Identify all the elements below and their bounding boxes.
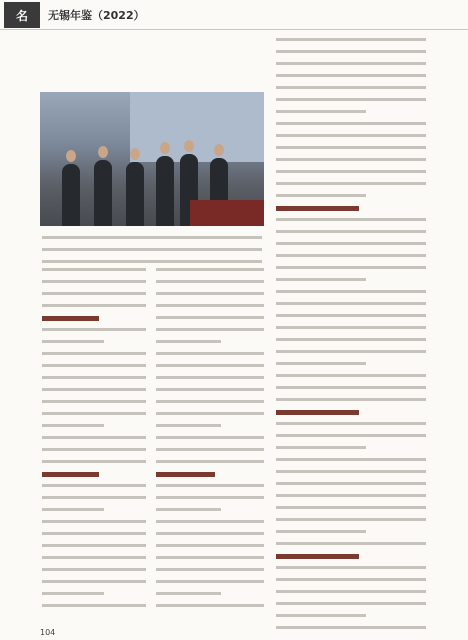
section-heading-placeholder (156, 472, 215, 477)
text-line-placeholder (276, 374, 426, 377)
text-line-placeholder (42, 436, 146, 439)
text-line-placeholder (276, 134, 426, 137)
text-line-placeholder (156, 436, 264, 439)
text-line-placeholder (42, 556, 146, 559)
section-heading-placeholder (42, 472, 99, 477)
text-line-placeholder (42, 544, 146, 547)
text-line-placeholder (276, 38, 426, 41)
text-line-placeholder (42, 412, 146, 415)
photo-person (126, 162, 144, 226)
text-line-placeholder (276, 590, 426, 593)
text-line-placeholder (42, 460, 146, 463)
text-line-placeholder (42, 340, 104, 343)
text-line-placeholder (276, 230, 426, 233)
text-line-placeholder (156, 412, 264, 415)
text-line-placeholder (42, 580, 146, 583)
text-line-placeholder (276, 350, 426, 353)
text-line-placeholder (156, 400, 264, 403)
text-line-placeholder (156, 544, 264, 547)
text-line-placeholder (42, 424, 104, 427)
text-line-placeholder (276, 254, 426, 257)
section-heading-placeholder (276, 206, 359, 211)
text-line-placeholder (156, 316, 264, 319)
yearbook-logo-icon: 名 (4, 2, 40, 28)
text-line-placeholder (156, 508, 221, 511)
text-line-placeholder (42, 304, 146, 307)
text-line-placeholder (276, 302, 426, 305)
text-line-placeholder (276, 98, 426, 101)
text-line-placeholder (156, 424, 221, 427)
photo-table (190, 200, 264, 226)
text-line-placeholder (276, 290, 426, 293)
text-line-placeholder (276, 110, 366, 113)
photo-person (62, 164, 80, 226)
text-line-placeholder (42, 448, 146, 451)
text-line-placeholder (276, 182, 426, 185)
photo-head (66, 150, 76, 162)
text-line-placeholder (42, 592, 104, 595)
text-line-placeholder (42, 496, 146, 499)
text-line-placeholder (156, 280, 264, 283)
text-line-placeholder (276, 278, 366, 281)
text-line-placeholder (276, 362, 366, 365)
text-line-placeholder (156, 304, 264, 307)
text-line-placeholder (42, 520, 146, 523)
text-line-placeholder (42, 352, 146, 355)
text-line-placeholder (156, 556, 264, 559)
photo-head (130, 148, 140, 160)
text-line-placeholder (156, 292, 264, 295)
text-line-placeholder (42, 248, 262, 251)
text-line-placeholder (156, 484, 264, 487)
text-line-placeholder (156, 460, 264, 463)
text-line-placeholder (156, 520, 264, 523)
text-line-placeholder (276, 242, 426, 245)
text-line-placeholder (276, 170, 426, 173)
text-line-placeholder (42, 508, 104, 511)
text-line-placeholder (276, 626, 426, 629)
text-line-placeholder (42, 280, 146, 283)
text-line-placeholder (156, 376, 264, 379)
text-line-placeholder (276, 386, 426, 389)
text-line-placeholder (156, 340, 221, 343)
text-line-placeholder (156, 580, 264, 583)
text-line-placeholder (276, 398, 426, 401)
text-line-placeholder (276, 530, 366, 533)
text-line-placeholder (42, 328, 146, 331)
photo-head (160, 142, 170, 154)
text-line-placeholder (42, 236, 262, 239)
text-line-placeholder (276, 518, 426, 521)
text-line-placeholder (156, 388, 264, 391)
section-heading-placeholder (276, 410, 359, 415)
text-line-placeholder (276, 218, 426, 221)
header-divider (0, 29, 468, 30)
text-line-placeholder (156, 604, 264, 607)
text-line-placeholder (276, 470, 426, 473)
news-photo (40, 92, 264, 226)
text-line-placeholder (276, 146, 426, 149)
text-line-placeholder (156, 364, 264, 367)
text-line-placeholder (42, 568, 146, 571)
page-header (0, 0, 468, 30)
text-line-placeholder (276, 458, 426, 461)
text-line-placeholder (276, 506, 426, 509)
text-line-placeholder (156, 448, 264, 451)
text-line-placeholder (42, 400, 146, 403)
text-line-placeholder (42, 484, 146, 487)
text-line-placeholder (276, 434, 426, 437)
photo-person (94, 160, 112, 226)
page-number: 104 (40, 628, 56, 637)
text-line-placeholder (276, 422, 426, 425)
photo-head (184, 140, 194, 152)
text-line-placeholder (156, 328, 264, 331)
text-line-placeholder (276, 578, 426, 581)
text-line-placeholder (156, 496, 264, 499)
text-line-placeholder (276, 494, 426, 497)
text-line-placeholder (156, 268, 264, 271)
text-line-placeholder (276, 542, 426, 545)
text-line-placeholder (276, 446, 366, 449)
photo-head (98, 146, 108, 158)
text-line-placeholder (276, 122, 426, 125)
photo-person (156, 156, 174, 226)
text-line-placeholder (42, 260, 262, 263)
text-line-placeholder (276, 194, 366, 197)
text-line-placeholder (42, 292, 146, 295)
text-line-placeholder (276, 50, 426, 53)
text-line-placeholder (156, 532, 264, 535)
text-line-placeholder (276, 338, 426, 341)
section-heading-placeholder (276, 554, 359, 559)
text-line-placeholder (276, 266, 426, 269)
yearbook-title: 无锡年鉴（2022） (48, 9, 145, 22)
text-line-placeholder (276, 74, 426, 77)
photo-head (214, 144, 224, 156)
text-line-placeholder (156, 352, 264, 355)
text-line-placeholder (42, 388, 146, 391)
text-line-placeholder (276, 482, 426, 485)
text-line-placeholder (276, 614, 366, 617)
photo-backdrop (130, 92, 264, 162)
text-line-placeholder (42, 532, 146, 535)
text-line-placeholder (276, 326, 426, 329)
text-line-placeholder (42, 268, 146, 271)
text-line-placeholder (42, 364, 146, 367)
text-line-placeholder (276, 566, 426, 569)
text-line-placeholder (276, 62, 426, 65)
text-line-placeholder (276, 314, 426, 317)
text-line-placeholder (42, 604, 146, 607)
text-line-placeholder (156, 592, 221, 595)
text-line-placeholder (276, 158, 426, 161)
text-line-placeholder (276, 86, 426, 89)
text-line-placeholder (156, 568, 264, 571)
text-line-placeholder (276, 602, 426, 605)
text-line-placeholder (42, 376, 146, 379)
section-heading-placeholder (42, 316, 99, 321)
